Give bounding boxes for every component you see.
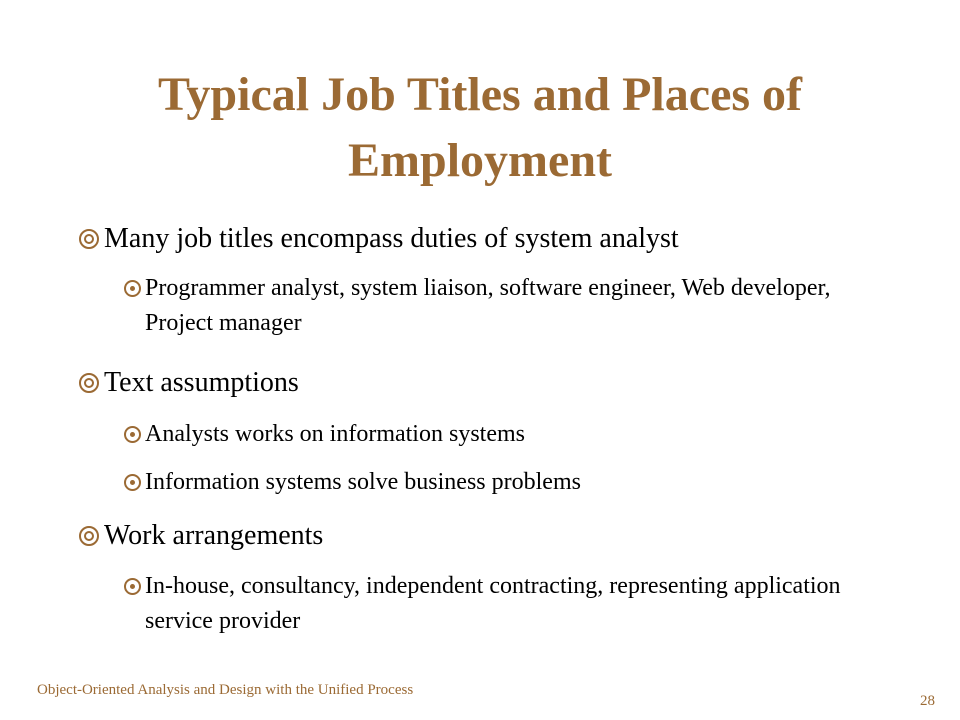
page-number: 28 xyxy=(920,693,935,709)
ring-dot-icon xyxy=(124,426,141,443)
bullet-text-assumptions: Text assumptions xyxy=(104,367,299,398)
bullet-work-arrangements: Work arrangements xyxy=(104,520,324,551)
double-ring-icon xyxy=(79,373,99,393)
ring-dot-icon xyxy=(124,578,141,595)
bullet-job-titles: Many job titles encompass duties of system analyst xyxy=(104,223,679,254)
subbullet-job-title-list: Programmer analyst, system liaison, software engineer, Web developer, Project manager xyxy=(145,275,831,336)
subbullet-business-problems: Information systems solve business problems xyxy=(145,469,581,495)
ring-dot-icon xyxy=(124,280,141,297)
slide-title: Typical Job Titles and Places of Employment xyxy=(157,68,803,187)
double-ring-icon xyxy=(79,229,99,249)
subbullet-work-arrangement-types: In-house, consultancy, independent contracting, representing application service provider xyxy=(145,573,841,634)
subbullet-analysts-information-systems: Analysts works on information systems xyxy=(145,421,525,447)
footer-course-title: Object-Oriented Analysis and Design with the Unified Process xyxy=(37,682,414,698)
double-ring-icon xyxy=(79,526,99,546)
ring-dot-icon xyxy=(124,474,141,491)
